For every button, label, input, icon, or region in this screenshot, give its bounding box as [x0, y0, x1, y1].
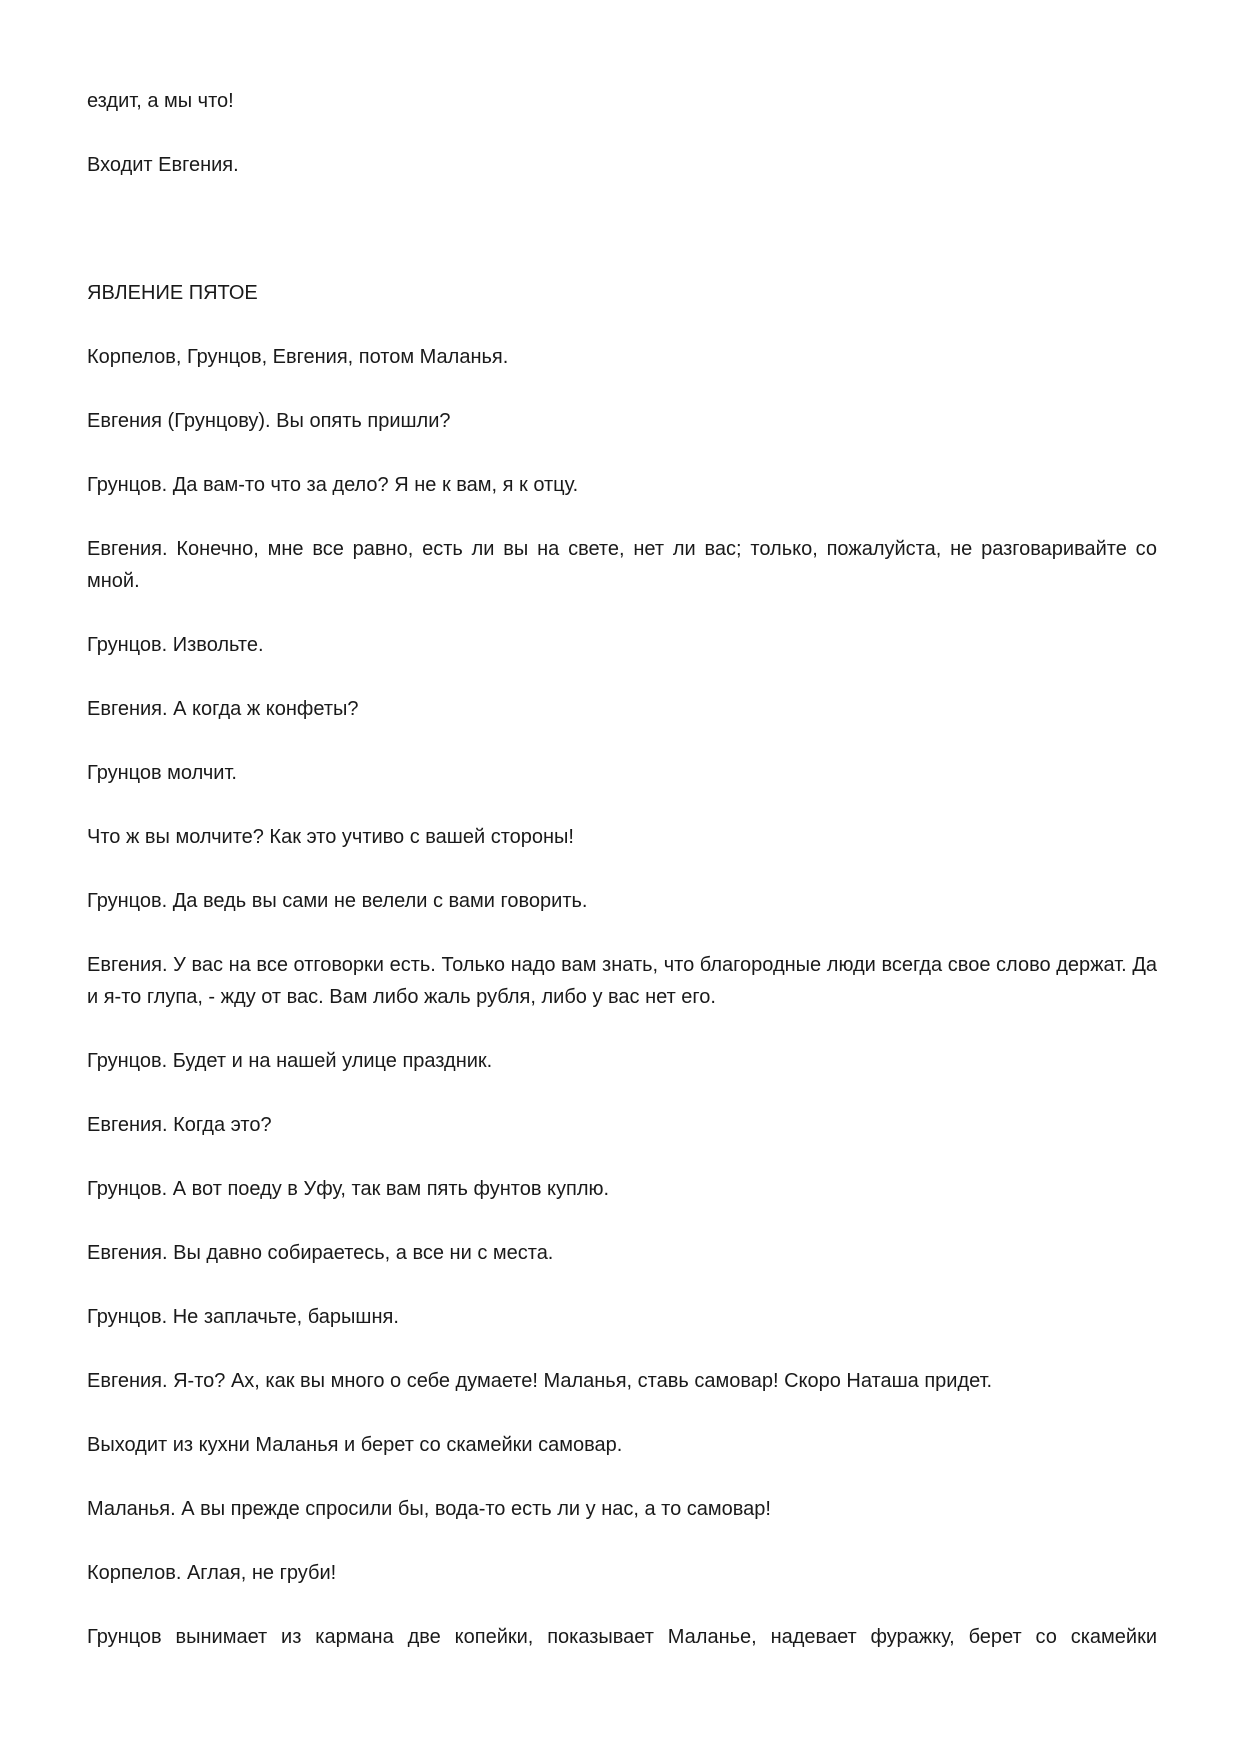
text-paragraph: ездит, а мы что!	[87, 90, 234, 112]
stage-direction: Грунцов молчит.	[87, 762, 237, 784]
dialogue-line: Евгения. Когда это?	[87, 1114, 272, 1136]
dialogue-line: Евгения. Вы давно собираетесь, а все ни с места.	[87, 1242, 554, 1264]
dialogue-line: Грунцов. Будет и на нашей улице праздник.	[87, 1050, 493, 1072]
dialogue-line: Евгения (Грунцову). Вы опять пришли?	[87, 410, 451, 432]
dialogue-line: Евгения. У вас на все отговорки есть. Только надо вам знать, что благородные люди всегда свое слово держат. Да и я-то глупа, - жду от вас. Вам либо жаль рубля, либо у вас нет его.	[87, 954, 1157, 1008]
stage-direction: Выходит из кухни Маланья и берет со скамейки самовар.	[87, 1434, 623, 1456]
dialogue-line: Грунцов. Да ведь вы сами не велели с вами говорить.	[87, 890, 588, 912]
dialogue-line: Грунцов. Да вам-то что за дело? Я не к вам, я к отцу.	[87, 474, 579, 496]
stage-direction: Грунцов вынимает из кармана две копейки, показывает Маланье, надевает фуражку, берет со скамейки	[87, 1626, 1157, 1648]
dialogue-line: Евгения. А когда ж конфеты?	[87, 698, 359, 720]
dialogue-line: Грунцов. Не заплачьте, барышня.	[87, 1306, 399, 1328]
dialogue-line: Что ж вы молчите? Как это учтиво с вашей стороны!	[87, 826, 574, 848]
dialogue-line: Евгения. Я-то? Ах, как вы много о себе думаете! Маланья, ставь самовар! Скоро Наташа придет.	[87, 1370, 993, 1392]
stage-direction: Входит Евгения.	[87, 154, 239, 176]
dialogue-line: Грунцов. Извольте.	[87, 634, 264, 656]
dialogue-line: Корпелов. Аглая, не груби!	[87, 1562, 337, 1584]
character-list: Корпелов, Грунцов, Евгения, потом Маланья.	[87, 346, 509, 368]
dialogue-line: Грунцов. А вот поеду в Уфу, так вам пять фунтов куплю.	[87, 1178, 610, 1200]
scene-heading: ЯВЛЕНИЕ ПЯТОЕ	[87, 282, 258, 304]
dialogue-line: Евгения. Конечно, мне все равно, есть ли вы на свете, нет ли вас; только, пожалуйста, не разговаривайте со мной.	[87, 538, 1157, 592]
dialogue-line: Маланья. А вы прежде спросили бы, вода-то есть ли у нас, а то самовар!	[87, 1498, 771, 1520]
